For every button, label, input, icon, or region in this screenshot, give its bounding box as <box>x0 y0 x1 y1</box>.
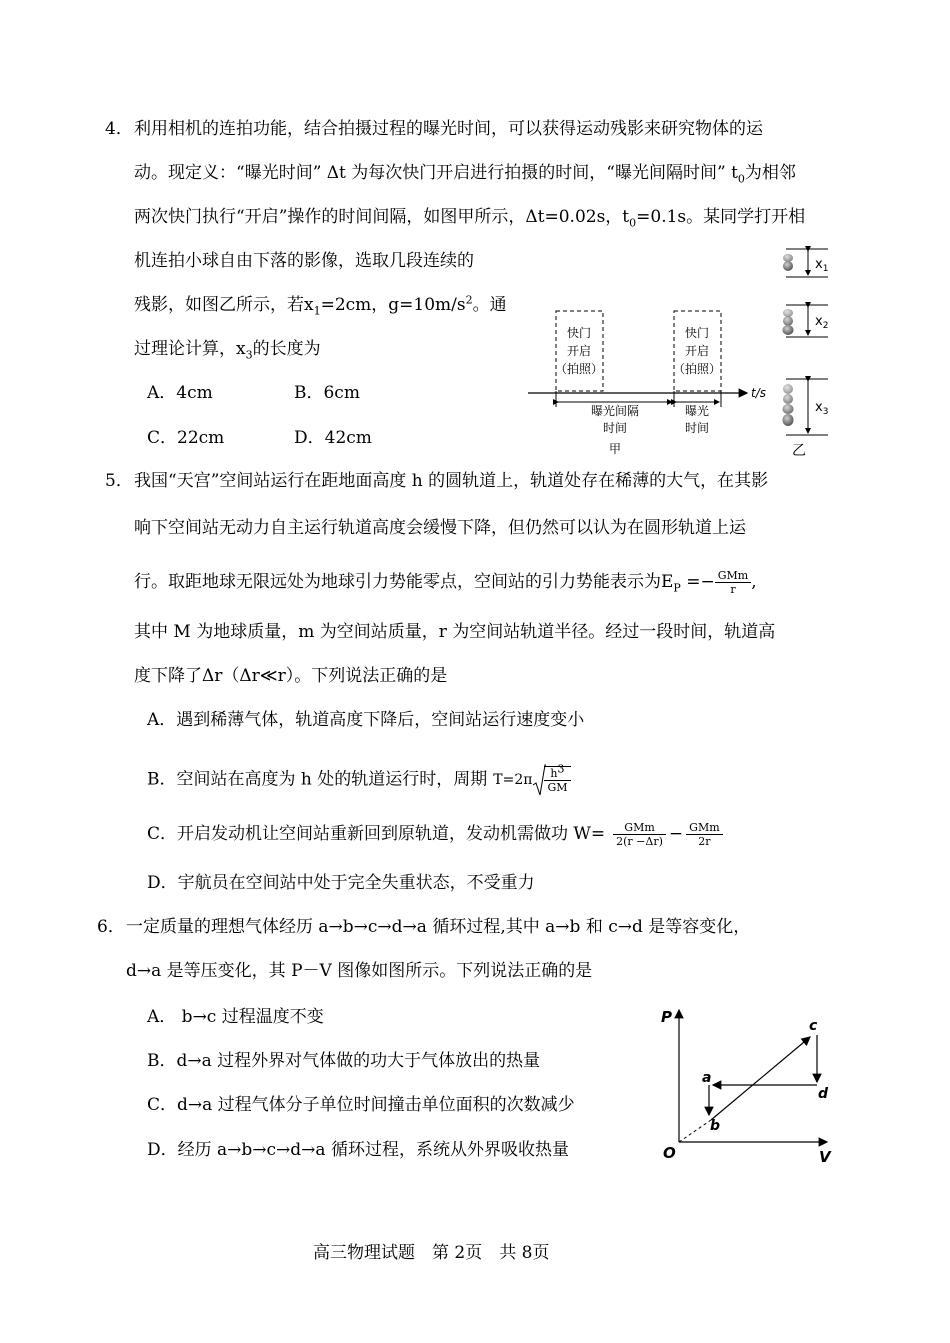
p-axis-label: P <box>661 1008 672 1026</box>
page-footer: 高三物理试题 第 2页 共 8页 <box>313 1243 550 1263</box>
work-fraction-2: $\frac{\text{GMm}}{2r}$ <box>686 821 722 848</box>
q6-option-b: B．d→a 过程外界对气体做的功大于气体放出的热量 <box>147 1051 541 1071</box>
q5-line4: 其中 M 为地球质量，m 为空间站质量，r 为空间站轨道半径。经过一段时间，轨道高 <box>134 622 776 642</box>
q5-line5: 度下降了Δr（Δr≪r）。下列说法正确的是 <box>134 666 448 686</box>
point-c-label: c <box>809 1018 818 1034</box>
q5-option-a: A．遇到稀薄气体，轨道高度下降后，空间站运行速度变小 <box>147 710 585 730</box>
q6-line1: 一定质量的理想气体经历 a→b→c→d→a 循环过程,其中 a→b 和 c→d 是等容变化， <box>126 917 751 937</box>
blur-ball-2 <box>783 309 794 335</box>
origin-label: O <box>663 1144 676 1162</box>
q5-option-c: C．开启发动机让空间站重新回到原轨道，发动机需做功 W= $\frac{\text{GMm}}{2(r -\Delta r)}$ − $\frac{\text{GMm}}{2r}$ <box>147 821 723 848</box>
figure-yi-caption: 乙 <box>792 443 806 459</box>
box2-line1: 快门 <box>684 326 710 340</box>
q4-line2: 动。现定义：“曝光时间” Δt 为每次快门开启进行拍摄的时间，“曝光间隔时间” $t_0$为相邻 <box>134 163 796 186</box>
q4-option-a: A．4cm <box>147 383 213 403</box>
potential-energy-fraction: $\frac{\text{GMm}}{r}$ <box>715 569 751 596</box>
pv-graph <box>655 1002 840 1167</box>
box2-line3: （拍照） <box>672 362 722 376</box>
q6-line2: d→a 是等压变化，其 P－V 图像如图所示。下列说法正确的是 <box>126 961 593 981</box>
q5-option-d: D．宇航员在空间站中处于完全失重状态，不受重力 <box>147 873 535 893</box>
dashed-extension <box>679 1120 711 1142</box>
q4-option-b: B．6cm <box>294 383 360 403</box>
box1-line1: 快门 <box>566 326 592 340</box>
q4-option-c: C．22cm <box>147 428 225 448</box>
point-a-label: a <box>702 1070 712 1086</box>
q5-option-b: B．空间站在高度为 h 处的轨道运行时，周期 T=2π $\frac{h^3}{GM}$ <box>147 763 571 797</box>
figure-jia <box>525 305 775 460</box>
segment-bc <box>711 1037 810 1120</box>
box1-line2: 开启 <box>566 344 592 358</box>
label-x3: $x_3$ <box>815 400 829 417</box>
q6-option-d: D．经历 a→b→c→d→a 循环过程，系统从外界吸收热量 <box>147 1140 569 1160</box>
q5-line2: 响下空间站无动力自主运行轨道高度会缓慢下降，但仍然可以认为在圆形轨道上运 <box>134 518 746 538</box>
q4-line6: 过理论计算，$x_3$的长度为 <box>134 339 321 362</box>
blur-ball-3 <box>783 384 794 426</box>
period-formula: T=2π $\frac{h^3}{GM}$ <box>493 763 570 797</box>
work-fraction-1: $\frac{\text{GMm}}{2(r -\Delta r)}$ <box>613 821 666 848</box>
figure-yi <box>772 245 844 460</box>
figure-jia-caption: 甲 <box>608 442 622 456</box>
q4-line5: 残影，如图乙所示，若$x_1=2cm$，$g=10m/s^2$。通 <box>134 293 507 318</box>
label-x2: $x_2$ <box>815 314 829 331</box>
q4-option-d: D．42cm <box>294 428 372 448</box>
box1-line3: （拍照） <box>554 362 604 376</box>
q4-line4: 机连拍小球自由下落的影像，选取几段连续的 <box>134 251 474 271</box>
q6-number: 6． <box>97 917 125 937</box>
interval-label-1: 曝光间隔 <box>590 404 640 418</box>
q5-line3: 行。取距地球无限远处为地球引力势能零点，空间站的引力势能表示为$E_P$ =− $\frac{\text{GMm}}{r}$ , <box>134 569 757 596</box>
exposure-label-1: 曝光 <box>684 404 710 418</box>
q6-option-c: C．d→a 过程气体分子单位时间撞击单位面积的次数减少 <box>147 1095 575 1115</box>
v-axis-label: V <box>819 1148 831 1166</box>
interval-label-2: 时间 <box>602 421 628 435</box>
point-d-label: d <box>818 1086 829 1102</box>
time-axis-label: t/s <box>751 386 766 400</box>
exposure-label-2: 时间 <box>684 421 710 435</box>
q4-number: 4． <box>105 119 133 139</box>
q4-line3: 两次快门执行“开启”操作的时间间隔，如图甲所示，Δt=0.02s，$t_0=0.1s$。某同学打开相 <box>134 207 806 230</box>
q4-line1: 利用相机的连拍功能，结合拍摄过程的曝光时间，可以获得运动残影来研究物体的运 <box>134 119 763 139</box>
q6-option-a: A． b→c 过程温度不变 <box>147 1007 324 1027</box>
label-x1: $x_1$ <box>815 257 829 274</box>
point-b-label: b <box>710 1118 721 1134</box>
blur-ball-1 <box>783 254 793 271</box>
q5-number: 5． <box>105 471 133 491</box>
box2-line2: 开启 <box>684 344 710 358</box>
q5-line1: 我国“天宫”空间站运行在距地面高度 h 的圆轨道上，轨道处存在稀薄的大气，在其影 <box>134 471 769 491</box>
